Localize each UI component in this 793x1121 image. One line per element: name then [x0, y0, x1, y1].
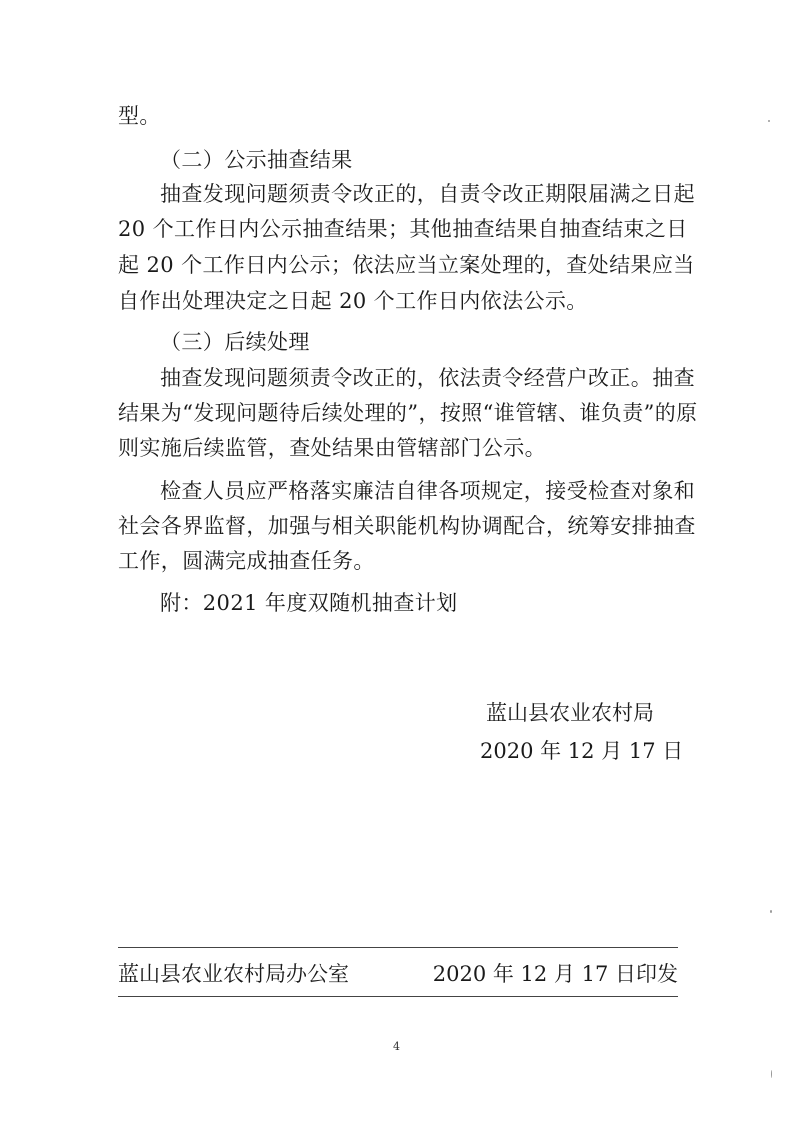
- body-line-10: 则实施后续监管，查处结果由管辖部门公示。: [118, 436, 546, 460]
- body-line-12: 社会各界监督，加强与相关职能机构协调配合，统筹安排抽查: [118, 514, 696, 538]
- body-line-4: 20 个工作日内公示抽查结果；其他抽查结果自抽查结束之日: [118, 217, 688, 241]
- footer-rule-bottom: [118, 996, 678, 997]
- body-line-1: 型。: [118, 104, 161, 128]
- body-line-3: 抽查发现问题须责令改正的，自责令改正期限届满之日起: [160, 182, 695, 206]
- scan-speck: [768, 120, 770, 122]
- section-heading-3: （三）后续处理: [160, 330, 310, 354]
- body-line-11: 检查人员应严格落实廉洁自律各项规定，接受检查对象和: [160, 479, 695, 503]
- body-line-8: 抽查发现问题须责令改正的，依法责令经营户改正。抽查: [160, 366, 695, 390]
- footer-issuer: 蓝山县农业农村局办公室: [118, 962, 349, 986]
- attachment-line: 附：2021 年度双随机抽查计划: [160, 591, 458, 615]
- body-line-9: 结果为“发现问题待后续处理的”，按照“谁管辖、谁负责”的原: [118, 401, 698, 425]
- scan-speck: [770, 910, 772, 913]
- body-line-6: 自作出处理决定之日起 20 个工作日内依法公示。: [118, 289, 588, 313]
- body-line-5: 起 20 个工作日内公示；依法应当立案处理的，查处结果应当: [118, 253, 695, 277]
- footer-rule-top: [118, 947, 678, 948]
- page-number: 4: [393, 1040, 400, 1053]
- footer-issue-date: 2020 年 12 月 17 日印发: [432, 962, 678, 986]
- signature-org: 蓝山县农业农村局: [486, 701, 654, 725]
- section-heading-2: （二）公示抽查结果: [160, 148, 353, 172]
- footer: [118, 960, 678, 988]
- signature-date: 2020 年 12 月 17 日: [480, 739, 684, 763]
- scan-speck: [771, 1070, 772, 1078]
- body-line-13: 工作，圆满完成抽查任务。: [118, 549, 375, 573]
